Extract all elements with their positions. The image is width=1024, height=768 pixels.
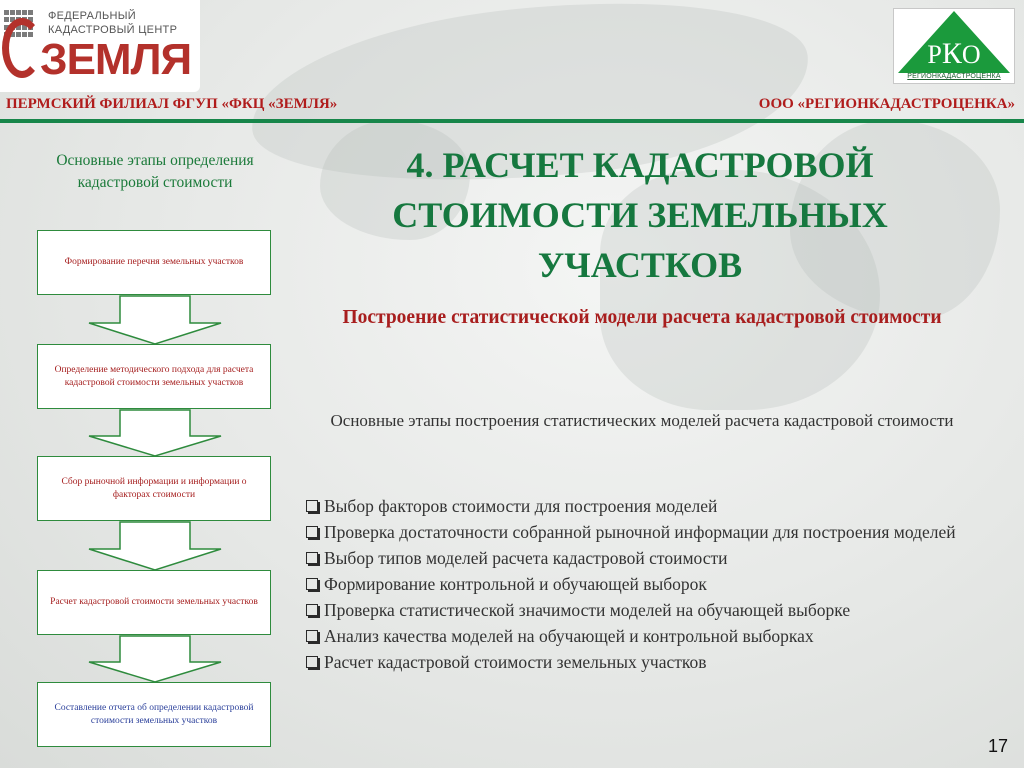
slide-title: 4. РАСЧЕТ КАДАСТРОВОЙ СТОИМОСТИ ЗЕМЕЛЬНЫХ УЧАСТКОВ: [392, 145, 888, 285]
list-item: Формирование контрольной и обучающей выборок: [306, 571, 996, 597]
rko-logo: [893, 8, 1015, 84]
logo-arc-icon: [2, 18, 42, 78]
zemlya-logo: [0, 0, 200, 92]
flow-step-3: Сбор рыночной информации и информации о факторах стоимости: [37, 456, 271, 521]
checkbox-bullet-icon: [306, 552, 318, 564]
flow-step-2: Определение методического подхода для расчета кадастровой стоимости земельных участков: [37, 344, 271, 409]
logo-text-line1: ФЕДЕРАЛЬНЫЙ: [48, 10, 136, 22]
list-item: Расчет кадастровой стоимости земельных участков: [306, 649, 996, 675]
list-item: Выбор типов моделей расчета кадастровой стоимости: [306, 545, 996, 571]
rko-subtitle: РЕГИОНКАДАСТРОЦЕНКА: [907, 73, 1001, 80]
flow-title: Основные этапы определения кадастровой стоимости: [56, 152, 254, 191]
header-right-org: ООО «РЕГИОНКАДАСТРОЦЕНКА»: [758, 96, 1015, 112]
list-item: Проверка достаточности собранной рыночной информации для построения моделей: [306, 519, 996, 545]
slide-subtitle: Построение статистической модели расчета кадастровой стоимости: [342, 307, 942, 328]
page-number: 17: [987, 736, 1008, 756]
checkbox-bullet-icon: [306, 656, 318, 668]
flow-arrow-icon: [85, 635, 225, 683]
checkbox-bullet-icon: [306, 526, 318, 538]
bullet-list: [306, 493, 996, 675]
flow-arrow-icon: [85, 409, 225, 457]
header-left-org: ПЕРМСКИЙ ФИЛИАЛ ФГУП «ФКЦ «ЗЕМЛЯ»: [6, 96, 338, 112]
list-item: Анализ качества моделей на обучающей и контрольной выборках: [306, 623, 996, 649]
checkbox-bullet-icon: [306, 578, 318, 590]
list-item: Выбор факторов стоимости для построения моделей: [306, 493, 996, 519]
header-divider: [0, 119, 1024, 123]
flow-step-4: Расчет кадастровой стоимости земельных участков: [37, 570, 271, 635]
checkbox-bullet-icon: [306, 630, 318, 642]
stages-heading: Основные этапы построения статистических моделей расчета кадастровой стоимости: [330, 411, 954, 430]
logo-text-line2: КАДАСТРОВЫЙ ЦЕНТР: [48, 24, 178, 36]
flow-step-1: Формирование перечня земельных участков: [37, 230, 271, 295]
flow-arrow-icon: [85, 521, 225, 571]
logo-main-text: ЗЕМЛЯ: [40, 35, 192, 84]
rko-letters: РКО: [927, 37, 981, 70]
checkbox-bullet-icon: [306, 500, 318, 512]
list-item: Проверка статистической значимости моделей на обучающей выборке: [306, 597, 996, 623]
checkbox-bullet-icon: [306, 604, 318, 616]
flow-arrow-icon: [85, 295, 225, 345]
flow-step-5: Составление отчета об определении кадастровой стоимости земельных участков: [37, 682, 271, 747]
